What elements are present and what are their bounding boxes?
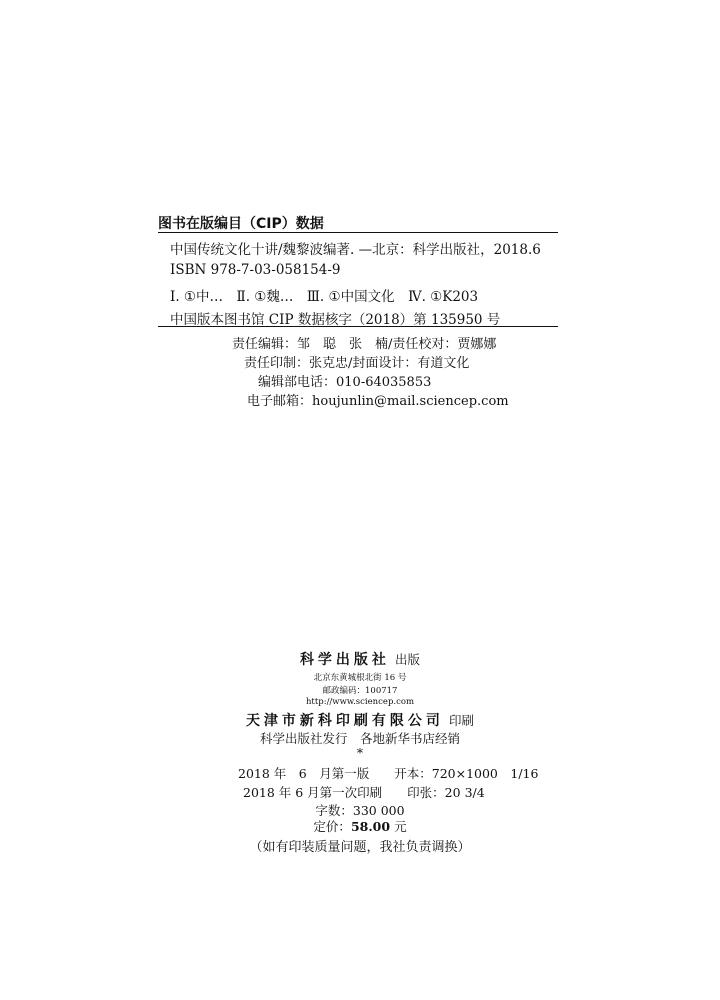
- cip-title: 图书在版编目（CIP）数据: [158, 216, 324, 232]
- cip-line-classification: Ⅰ. ①中… Ⅱ. ①魏… Ⅲ. ①中国文化 Ⅳ. ①K203: [170, 289, 479, 305]
- printer-line: [0, 710, 720, 730]
- edition-line-2: 2018 年 6 月第一次印刷 印张：20 3/4: [243, 785, 485, 800]
- cip-line-title: 中国传统文化十讲/魏黎波编著. —北京：科学出版社，2018.6: [170, 242, 541, 258]
- publisher-line: [0, 649, 720, 669]
- publisher-name: 科学出版社: [299, 652, 390, 668]
- price-value: 58.00: [350, 819, 391, 834]
- staff-phone: 编辑部电话：010-64035853: [258, 375, 432, 390]
- distribution: 科学出版社发行 各地新华书店经销: [259, 731, 460, 746]
- staff-editors: 责任编辑：邹 聪 张 楠/责任校对：贾娜娜: [232, 337, 497, 352]
- cip-line-record: 中国版本图书馆 CIP 数据核字（2018）第 135950 号: [170, 312, 501, 328]
- publisher-suffix: 出版: [395, 652, 421, 667]
- staff-print: 责任印制：张克忠/封面设计：有道文化: [244, 356, 470, 371]
- price-unit: 元: [390, 819, 407, 834]
- publisher-postcode: 邮政编码：100717: [322, 686, 398, 696]
- asterisk: *: [356, 745, 364, 760]
- publisher-address: 北京东黄城根北街 16 号: [313, 673, 407, 683]
- word-count: 字数：330 000: [315, 803, 405, 818]
- printer-suffix: 印刷: [449, 713, 475, 728]
- edition-line-1: 2018 年 6 月第一版 开本：720×1000 1/16: [238, 766, 539, 781]
- cip-bottom-rule: [158, 326, 558, 327]
- staff-email: 电子邮箱：houjunlin@mail.sciencep.com: [247, 394, 509, 409]
- printer-name: 天津市新科印刷有限公司: [245, 713, 444, 729]
- cip-top-rule: [158, 232, 558, 233]
- cip-line-isbn: ISBN 978-7-03-058154-9: [170, 262, 341, 278]
- price-label: 定价：: [313, 819, 351, 834]
- quality-notice: （如有印装质量问题，我社负责调换）: [249, 840, 471, 855]
- price-line: [0, 817, 720, 835]
- publisher-website: http://www.sciencep.com: [305, 697, 415, 707]
